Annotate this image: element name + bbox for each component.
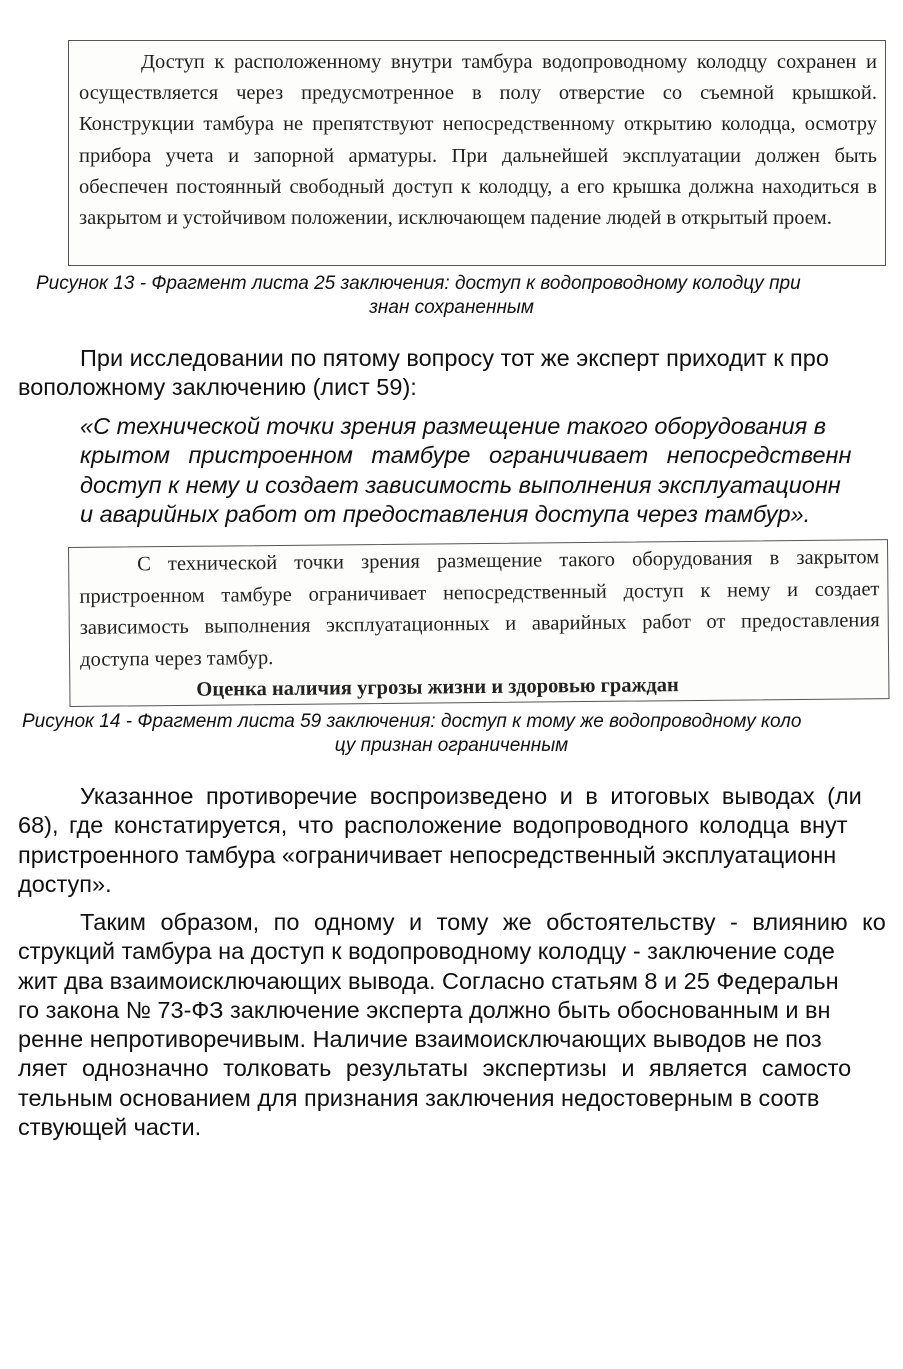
figure-13-scan-text: Доступ к расположенному внутри тамбура водопроводному колодцу сохранен и осуществляется через предусмотренное в полу отверстие со съемной крышкой. Конструкции тамбура не препятствуют непосредственному открытию колодца, осмотру прибора учета и запорной арматуры. При дальнейшей эксплуатации должен быть обеспечен постоянный свободный доступ к колодцу, а его крышка должна находиться в закрытом и устойчивом положении, исключающем падение людей в открытый проем. <box>79 51 877 230</box>
quote-line: и аварийных работ от предоставления доступа через тамбур». <box>80 500 811 527</box>
paragraph-3-line: жит два взаимоисключающих вывода. Согласно статьям 8 и 25 Федеральн <box>18 967 839 994</box>
paragraph-3-line: тельным основанием для признания заключения недостоверным в соотв <box>18 1084 820 1111</box>
figure-13-scan <box>68 40 886 266</box>
figure-13-caption <box>0 272 903 320</box>
paragraph-1-line: При исследовании по пятому вопросу тот же эксперт приходит к про <box>80 345 829 371</box>
paragraph-3-line: ляет однозначно толковать результаты экспертизы и является самосто <box>18 1055 852 1082</box>
paragraph-2-line: пристроенного тамбура «ограничивает непосредственный эксплуатационн <box>18 841 837 868</box>
paragraph-2 <box>18 782 903 899</box>
figure-14-scan-heading: Оценка наличия угрозы жизни и здоровью граждан <box>196 674 679 701</box>
quote-block <box>80 412 903 529</box>
figure-14-caption-line-1: Рисунок 14 - Фрагмент листа 59 заключения: доступ к тому же водопроводному коло <box>22 711 802 732</box>
paragraph-3-line: Таким образом, по одному и тому же обстоятельству - влиянию ко <box>80 909 886 935</box>
figure-14-scan-text: С технической точки зрения размещение такого оборудования в закрытом пристроенном тамбуре ограничивает непосредственный доступ к нему и создает зависимость выполнения эксплуатационных и аварийных работ от предоставления доступа через тамбур. <box>79 546 880 671</box>
figure-14-caption <box>0 710 903 758</box>
paragraph-1 <box>18 344 903 403</box>
figure-13-caption-line-1: Рисунок 13 - Фрагмент листа 25 заключения: доступ к водопроводному колодцу при <box>36 273 801 294</box>
figure-13-caption-line-2: знан сохраненным <box>369 297 534 318</box>
quote-line: «С технической точки зрения размещение такого оборудования в <box>80 413 826 439</box>
figure-14-caption-line-2: цу признан ограниченным <box>334 735 569 756</box>
paragraph-2-line: 68), где констатируется, что расположение водопроводного колодца внут <box>18 812 848 839</box>
paragraph-3-line: ренне непротиворечивым. Наличие взаимоисключающих выводов не поз <box>18 1026 822 1053</box>
paragraph-3-line: ствующей части. <box>18 1114 202 1141</box>
paragraph-3-line: го закона № 73-ФЗ заключение эксперта должно быть обоснованным и вн <box>18 996 831 1023</box>
figure-14-scan <box>68 539 889 707</box>
paragraph-2-line: Указанное противоречие воспроизведено и в итоговых выводах (ли <box>80 783 862 809</box>
paragraph-3-line: струкций тамбура на доступ к водопроводному колодцу - заключение соде <box>18 938 835 965</box>
paragraph-3 <box>18 908 903 1142</box>
paragraph-2-line: доступ». <box>18 870 112 897</box>
paragraph-1-line: воположному заключению (лист 59): <box>18 374 417 401</box>
quote-line: крытом пристроенном тамбуре ограничивает непосредственн <box>80 442 852 469</box>
quote-line: доступ к нему и создает зависимость выполнения эксплуатационн <box>80 471 841 498</box>
